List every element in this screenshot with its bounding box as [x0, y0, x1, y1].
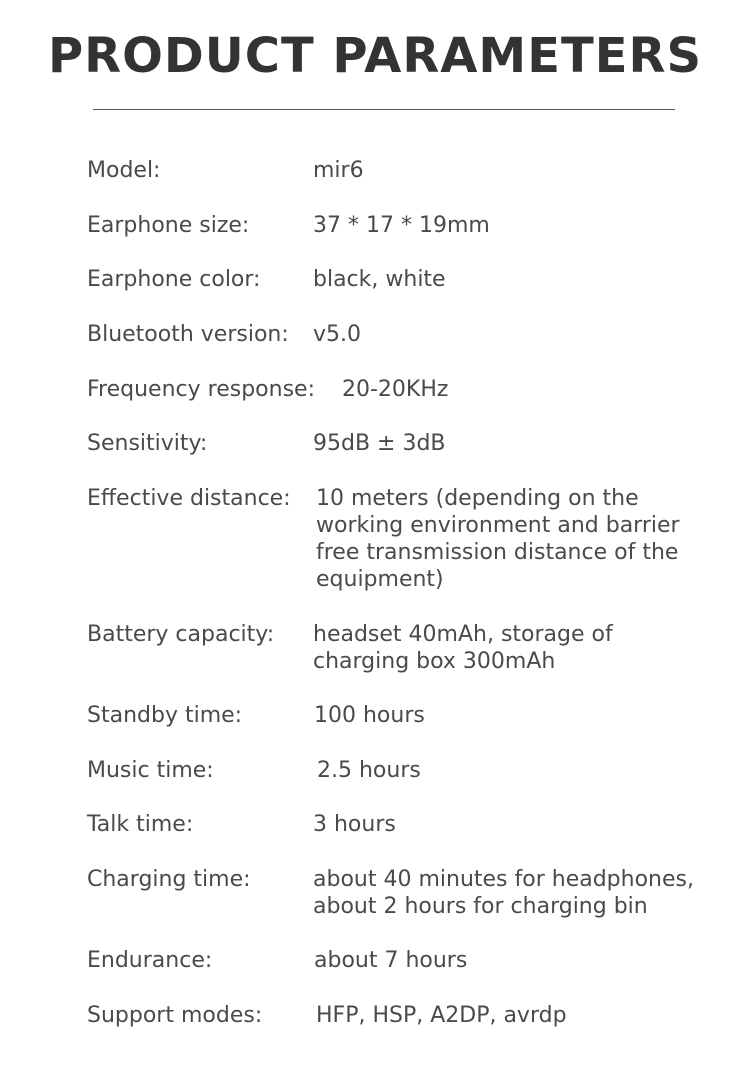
param-value-line: mir6	[313, 158, 364, 183]
param-value-line: 3 hours	[313, 812, 396, 837]
param-value	[313, 321, 361, 348]
param-value-line: black, white	[313, 267, 446, 292]
param-label: Support modes:	[87, 1003, 263, 1028]
param-value	[342, 376, 448, 403]
param-value-line: equipment)	[316, 567, 444, 592]
param-value	[313, 266, 446, 293]
param-value	[316, 1002, 567, 1029]
param-value-line: 10 meters (depending on the	[316, 486, 639, 511]
param-value-line: charging box 300mAh	[313, 649, 556, 674]
title-divider	[93, 109, 675, 110]
param-value	[317, 757, 421, 784]
page-title: PRODUCT PARAMETERS	[47, 28, 703, 84]
param-label: Talk time:	[87, 812, 194, 837]
param-label: Music time:	[87, 758, 214, 783]
param-value	[313, 157, 364, 184]
param-label: Bluetooth version:	[87, 322, 289, 347]
param-label: Sensitivity:	[87, 431, 208, 456]
param-label: Model:	[87, 158, 161, 183]
param-value-line: 37 * 17 * 19mm	[313, 213, 490, 238]
param-value	[314, 702, 425, 729]
param-value-line: 100 hours	[314, 703, 425, 728]
param-value	[314, 947, 467, 974]
param-value-line: about 2 hours for charging bin	[313, 894, 648, 919]
param-value-line: free transmission distance of the	[316, 540, 679, 565]
param-label: Frequency response:	[87, 377, 315, 402]
param-label: Battery capacity:	[87, 622, 275, 647]
param-label: Earphone size:	[87, 213, 250, 238]
param-value-line: about 40 minutes for headphones,	[313, 867, 694, 892]
param-label: Standby time:	[87, 703, 243, 728]
param-label: Effective distance:	[87, 486, 291, 511]
param-label: Endurance:	[87, 948, 213, 973]
param-value-line: 2.5 hours	[317, 758, 421, 783]
param-value-line: 95dB ± 3dB	[313, 431, 446, 456]
param-value	[313, 866, 694, 920]
param-value	[313, 621, 613, 675]
param-value	[313, 430, 446, 457]
param-value-line: HFP, HSP, A2DP, avrdp	[316, 1003, 567, 1028]
param-value	[313, 811, 396, 838]
param-label: Charging time:	[87, 867, 251, 892]
param-value-line: 20-20KHz	[342, 377, 449, 402]
param-value-line: v5.0	[313, 322, 362, 347]
param-label: Earphone color:	[87, 267, 261, 292]
param-value-line: about 7 hours	[314, 948, 468, 973]
param-value-line: working environment and barrier	[316, 513, 680, 538]
param-value	[313, 212, 490, 239]
param-value-line: headset 40mAh, storage of	[313, 622, 613, 647]
param-value	[316, 485, 680, 593]
